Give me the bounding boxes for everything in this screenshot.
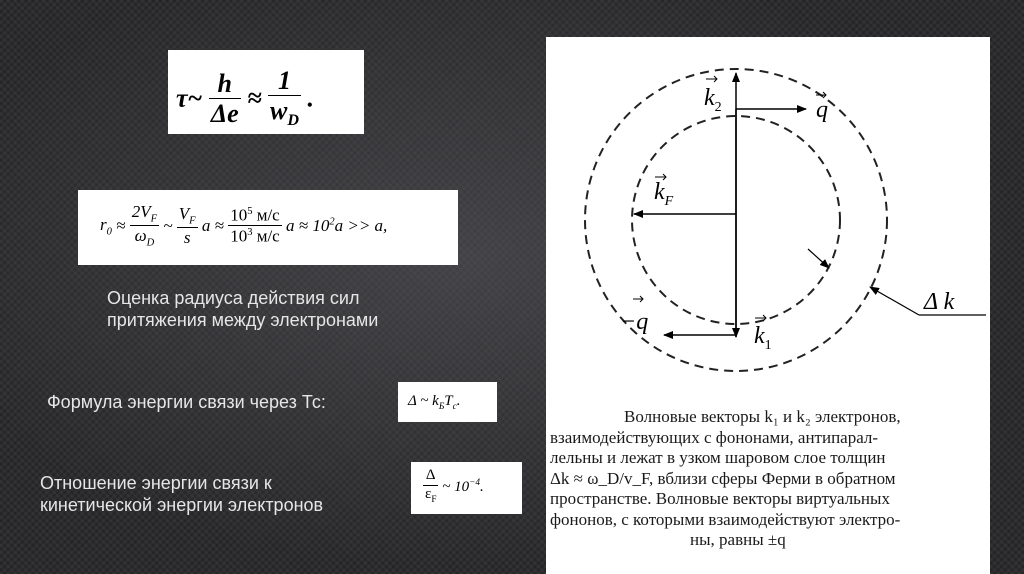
r0-approx: ≈	[116, 215, 126, 235]
label-k2: $k_2$	[704, 85, 722, 115]
tau-approx: ≈	[247, 83, 262, 113]
formula-r0-panel: $r_0$ ≈ $\frac{2V_F}{\omega_D}$ ~ $\frac{V_F}{s}$ a ≈ $\frac{10^5 м/с}{10^3 м/с}$ $a \approx 10^2a >> a$,	[78, 190, 458, 265]
formula-tau-panel	[168, 50, 364, 134]
r0-tilde: ~	[163, 215, 173, 235]
fermi-sphere-diagram-panel	[546, 37, 990, 574]
fermi-sphere-diagram	[546, 37, 990, 399]
label-minus-q: −q	[620, 309, 649, 335]
tau-fraction-w: $\frac{1}{w_D}$	[269, 66, 299, 130]
r0-tail: $a \approx 10^2a >> a$,	[285, 215, 388, 235]
tau-fraction-h: $\frac{h}{\Delta e}$	[210, 68, 239, 129]
dk-pointer-outer	[870, 287, 919, 315]
r0-a: a	[201, 215, 211, 235]
tau-lhs: τ~	[176, 83, 203, 113]
caption-ratio: Отношение энергии связи к кинетической энергии электронов	[40, 473, 324, 515]
tau-end: .	[307, 83, 314, 113]
caption-binding-energy: Формула энергии связи через Тс:	[47, 392, 326, 412]
r0-fraction-3: $\frac{10^5 м/с}{10^3 м/с}$	[230, 205, 280, 247]
label-q: q	[816, 97, 828, 123]
formula-ratio-panel: $\frac{\Delta}{\varepsilon_F}$ ~ $10^{-4}$.	[411, 462, 522, 514]
formula-delta-panel: Δ ~ $k_БT_c$.	[398, 382, 497, 422]
caption-radius: Оценка радиуса действия сил притяжения между электронами	[107, 288, 379, 330]
r0-symbol: $r_0$	[100, 214, 112, 238]
label-kF: $k_F$	[654, 179, 674, 209]
label-k1: $k_1$	[754, 323, 772, 353]
dk-pointer-inner	[808, 249, 829, 268]
r0-fraction-2: $\frac{V_F}{s}$	[178, 203, 196, 248]
r0-fraction-1: $\frac{2V_F}{\omega_D}$	[131, 202, 158, 249]
label-delta-k: Δ k	[924, 289, 955, 315]
diagram-description: Волновые векторы k₁ и k₂ электронов, взаимодействующих с фононами, антипарал- лельны и лежат в узком шаровом слое толщин Δk ≈ ω_D/v_F, вблизи сферы Ферми в обратном пространстве. Волновые векторы виртуальных фононов, с которыми взаимодействуют электро- ны, равны ±q	[550, 407, 901, 549]
